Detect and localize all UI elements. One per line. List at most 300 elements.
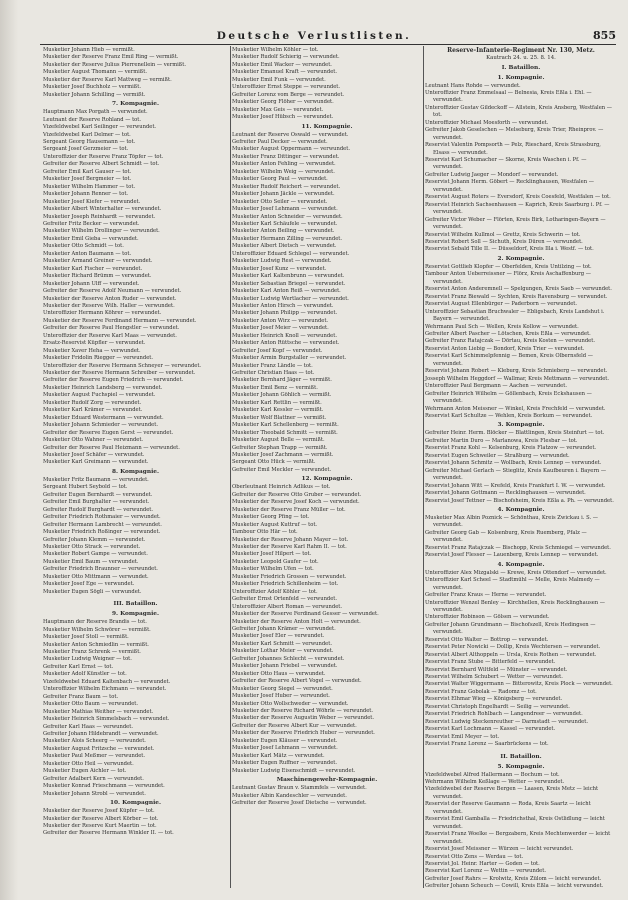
casualty-entry: Vizefeldwebel der Reserve Bergen — Laasen, Kreis Metz — leicht verwundet. bbox=[425, 786, 599, 800]
casualty-entry: Musketier Alois Scheerg — verwundet. bbox=[43, 738, 146, 745]
casualty-entry: Unteroffizier Alex Mizgalski — Krewe, Kreis Ottendorf — verwundet. bbox=[425, 569, 607, 576]
casualty-entry: Musketier Josef Stoll — vermißt. bbox=[43, 634, 129, 641]
page-number: 855 bbox=[593, 29, 616, 42]
casualty-entry: Gefreiter Jakob Geselschen — Melseburg, Kreis Trier, Rheinprov. — verwundet. bbox=[425, 127, 604, 141]
company-heading: 4. Kompagnie. bbox=[497, 561, 545, 568]
casualty-entry: Musketier Otto Wollschweder — verwundet. bbox=[232, 700, 349, 707]
casualty-entry: Unteroffizier Michael Moesforth — verwundet. bbox=[425, 119, 549, 126]
casualty-entry: Gefreiter Fritz Becker — verwundet. bbox=[43, 220, 140, 227]
casualty-entry: Musketier Albert Winterhalter — verwundet. bbox=[43, 206, 162, 213]
casualty-entry: Reservist Elhmar Wieg — Königsberg — verwundet. bbox=[425, 696, 563, 703]
casualty-entry: Musketier der Reserve Josef Küpfer — tot. bbox=[43, 808, 155, 815]
casualty-entry: Musketier Fritz Baumann — verwundet. bbox=[43, 476, 149, 483]
casualty-entry: Musketier Wolf Blattner — vermißt. bbox=[232, 414, 327, 421]
casualty-entry: Reservist Franz Lorenz — Saarbrückens — tot. bbox=[425, 741, 549, 748]
battle-locations: Kautrach 24. u. 25. 8. 14. bbox=[486, 55, 556, 61]
casualty-entry: Reservist Anton Anderemnell — Spelgungen, Kreis Saeb — verwundet. bbox=[425, 286, 612, 293]
casualty-entry: Reservist der Reserve Gaumann — Roda, Kreis Saartz — leicht verwundet. bbox=[425, 801, 591, 815]
casualty-entry: Musketier Armin Burgstaller — verwundet. bbox=[232, 355, 347, 362]
casualty-entry: Reservist Otto Zens — Werdau — tot. bbox=[425, 853, 524, 860]
casualty-entry: Gefreiter Johann Krämer — verwundet. bbox=[232, 625, 336, 632]
casualty-entry: Unteroffizier Karl Scheel — Stadtmühl — Melle, Kreis Malmedy — verwundet. bbox=[425, 577, 600, 591]
casualty-entry: Musketier Anton Fehling — verwundet. bbox=[232, 161, 336, 168]
casualty-entry: Unteroffizier Paul Bergmann — Aachen — verwundet. bbox=[425, 383, 567, 390]
casualty-entry: Musketier Wilhelm Schwörer — vermißt. bbox=[43, 626, 151, 633]
casualty-entry: Musketier Richard Brümm — verwundet. bbox=[43, 273, 152, 280]
casualty-entry: Gefreiter Franz Kraus — Herne — verwundet. bbox=[425, 592, 547, 599]
casualty-entry: Reservist Wilhelm Kullmol — Grettz, Kreis Schwerin — tot. bbox=[425, 231, 581, 238]
casualty-entry: Musketier Bernhard Jäger — vermißt. bbox=[232, 377, 332, 384]
casualty-entry: Musketier Georg Paul — verwundet. bbox=[232, 176, 328, 183]
casualty-entry: Musketier August Oppermann — verwundet. bbox=[232, 146, 350, 153]
casualty-entry: Gefreiter Karl Haas — verwundet. bbox=[43, 723, 133, 730]
casualty-entry: Musketier Leopold Gaufer — tot. bbox=[232, 558, 319, 565]
casualty-entry: Musketier Lothar Meier — verwundet. bbox=[232, 648, 334, 655]
casualty-entry: Hauptmann Max Porgath — verwundet. bbox=[43, 109, 148, 116]
column-divider-1 bbox=[230, 46, 231, 888]
casualty-entry: Reservist Johann Robert — Kleburg, Kreis Schmieberg — verwundet. bbox=[425, 368, 608, 375]
casualty-entry: Reservist Sebald Tille II. — Düsseldorf, Kreis Illa i. Westf. — tot. bbox=[425, 246, 594, 253]
casualty-entry: Musketier Sebastian Briegel — verwundet. bbox=[232, 280, 346, 287]
company-heading: 11. Kompagnie. bbox=[301, 123, 353, 130]
casualty-entry: Gefreiter Christian Haas — tot. bbox=[232, 370, 315, 377]
casualty-entry: Musketier Ludwig Rest — verwundet. bbox=[232, 258, 332, 265]
casualty-entry: Musketier Anton Hirsch — verwundet. bbox=[232, 302, 334, 309]
casualty-entry: Musketier Karl Schmitt — verwundet. bbox=[232, 640, 332, 647]
header-rule bbox=[40, 44, 616, 45]
casualty-entry: Musketier Albert Dietsch — verwundet. bbox=[232, 243, 337, 250]
casualty-entry: Gefreiter Rudolf Burghardt — verwundet. bbox=[43, 506, 154, 513]
casualty-entry: Reservist Emil Gamballa — Friedrichsthal, Kreis Ostlidlung — leicht verwundet. bbox=[425, 816, 605, 830]
casualty-entry: Musketier Johann Friebel — verwundet. bbox=[232, 663, 338, 670]
casualty-entry: Musketier der Reserve Karl Mattweg — vermißt. bbox=[43, 76, 172, 83]
casualty-entry: Unteroffizier Sebastian Bruchwaler — Ebligsbach, Kreis Landshut i. Bayern — verwundet. bbox=[425, 308, 605, 323]
page-title: Deutsche Verlustlisten. bbox=[216, 30, 412, 42]
casualty-entry: Wehrmann Paul Sch — Wellen, Kreis Kollow — verwundet. bbox=[425, 323, 579, 330]
casualty-entry: Musketier Josef Bergmeier — tot. bbox=[43, 176, 132, 183]
casualty-entry: Musketier Ludwig Wertlacher — verwundet. bbox=[232, 295, 349, 302]
casualty-entry: Gefreiter der Reserve Albert Vogel — verwundet. bbox=[232, 678, 362, 685]
casualty-entry: Unteroffizier Robinson — Gölsen — verwundet. bbox=[425, 614, 550, 621]
casualty-entry: Musketier Josef Eler — verwundet. bbox=[232, 633, 325, 640]
casualty-entry: Musketier Josef Kunz — verwundet. bbox=[232, 265, 327, 272]
casualty-entry: Leutnant der Reserve Rohland — tot. bbox=[43, 116, 142, 123]
casualty-entry: Musketier Otto Baum — verwundet. bbox=[43, 701, 139, 708]
casualty-entry: Gefreiter der Reserve Paul Hengstler — verwundet. bbox=[43, 325, 180, 332]
casualty-entry: Gefreiter Ernst Ortenfeld — verwundet. bbox=[232, 596, 338, 603]
casualty-entry: Musketier August Fritzsche — verwundet. bbox=[43, 745, 155, 752]
casualty-entry: Musketier Johann Schilling — vermißt. bbox=[43, 91, 146, 98]
casualty-entry: Musketier Josef Kiefer — verwundet. bbox=[43, 198, 141, 205]
casualty-entry: Musketier Rudolf Schierig — verwundet. bbox=[232, 54, 340, 61]
casualty-entry: Gefreiter der Reserve Hermann Winkler II. — tot. bbox=[43, 830, 174, 837]
casualty-entry: Musketier Eugen Sögli — verwundet. bbox=[43, 588, 142, 595]
column-2 bbox=[232, 47, 422, 886]
casualty-entry: Musketier Mathias Weither — verwundet. bbox=[43, 708, 154, 715]
casualty-entry: Gefreiter Michael Gerlach — Stieglitz, Kreis Kaufbeuren i. Bayern — verwundet. bbox=[425, 467, 607, 482]
casualty-entry: Reservist Jol. Heinr. Harter — Goden — tot. bbox=[425, 861, 540, 867]
casualty-entry: Unteroffizier der Reserve Franz Töpfer — tot. bbox=[43, 153, 164, 160]
casualty-entry: Gefreiter Martin Duro — Marlanowa, Kreis Flesbar — tot. bbox=[425, 437, 578, 444]
casualty-entry: Musketier Wilhelm Drollinger — verwundet. bbox=[43, 228, 160, 235]
casualty-entry: Reservist Wilhelm Schubert — Wetter — verwundet. bbox=[425, 674, 563, 681]
casualty-entry: Musketier Eugen Aichler — tot. bbox=[43, 768, 127, 775]
casualty-entry: Musketier Anton Schneider — verwundet. bbox=[232, 213, 343, 220]
casualty-entry: Musketier Anton Baumann — tot. bbox=[43, 250, 132, 257]
casualty-entry: Reservist Ludwig Steckenreuther — Darmstadt — verwundet. bbox=[425, 718, 588, 725]
casualty-entry: Musketier Friedrich Schillenheim — tot. bbox=[232, 581, 339, 588]
casualty-entry: Sergeant Hubert Seybold — tot. bbox=[43, 484, 128, 491]
company-heading: 2. Kompagnie. bbox=[497, 255, 545, 262]
casualty-entry: Gefreiter Lorenz vom Berge — verwundet. bbox=[232, 91, 345, 98]
casualty-entry: Reservist Josef Flesser — Lauenberg, Kreis Lennep — verwundet. bbox=[425, 552, 599, 559]
company-heading: 10. Kompagnie. bbox=[109, 800, 161, 807]
company-heading: 8. Kompagnie. bbox=[112, 468, 159, 475]
casualty-entry: Musketier Eugen Ruffner — verwundet. bbox=[232, 760, 338, 767]
company-heading: 7. Kompagnie. bbox=[112, 101, 159, 108]
casualty-entry: Musketier Johann Strobl — verwundet. bbox=[43, 790, 146, 797]
casualty-entry: Tambour Anton Ueberreissner — Flörz, Kreis Aschaffenburg — verwundet. bbox=[425, 271, 591, 285]
casualty-entry: Gefreiter Hermann Lambrecht — verwundet. bbox=[43, 521, 162, 528]
casualty-entry: Musketier August Kuttruf — tot. bbox=[232, 521, 318, 528]
casualty-entry: Reservist Peter Nowicki — Dollip, Kreis Wechtersen — verwundet. bbox=[425, 644, 601, 651]
casualty-entry: Musketier Xaver Heha — verwundet. bbox=[43, 347, 141, 354]
casualty-entry: Unteroffizier Ernst Steppe — verwundet. bbox=[232, 84, 341, 91]
casualty-entry: Musketier Eduard Westermann — verwundet. bbox=[43, 414, 164, 421]
casualty-entry: Musketier Josef Lehmann — verwundet. bbox=[232, 206, 338, 213]
casualty-entry: Musketier der Reserve Anton Ruder — verwundet. bbox=[43, 295, 177, 302]
casualty-entry: Musketier Josef Schäfer — verwundet. bbox=[43, 452, 145, 459]
casualty-entry: Reservist Anton Liebig — Bondorf, Kreis Trier — verwundet. bbox=[425, 345, 585, 352]
casualty-entry: Unteroffizier der Reserve Hermann Schneyer — verwundet. bbox=[43, 362, 202, 369]
casualty-entry: Musketier Otto Wahner — verwundet. bbox=[43, 437, 144, 444]
casualty-entry: Musketier der Reserve Ferdinand Gesser — verwundet. bbox=[232, 611, 379, 618]
casualty-entry: Gefreiter Josef Kopf — verwundet. bbox=[232, 347, 323, 354]
casualty-entry: Musketier Karl Anton Reiß — verwundet. bbox=[232, 288, 341, 295]
regiment-title: Reserve-Infanterie-Regiment Nr. 130, Metz. bbox=[447, 47, 595, 54]
company-heading: Maschinengewehr-Kompagnie. bbox=[276, 777, 378, 784]
casualty-entry: Musketier Josef Zachmann — vermißt. bbox=[232, 452, 334, 459]
casualty-entry: Musketier Wilhelm Köhler — tot. bbox=[232, 47, 319, 53]
casualty-entry: Gefreiter Emil Burghalter — verwundet. bbox=[43, 499, 150, 506]
battalion-heading: II. Bataillon. bbox=[500, 753, 542, 760]
casualty-entry: Musketier Johann Göhlich — vermißt. bbox=[232, 392, 332, 399]
casualty-entry: Musketier Paul Meßmer — verwundet. bbox=[43, 753, 145, 760]
company-heading: 1. Kompagnie. bbox=[497, 74, 545, 81]
casualty-entry: Musketier Karl Rettlin — vermißt. bbox=[232, 399, 322, 406]
casualty-entry: Musketier Johann Jäckle — verwundet. bbox=[232, 191, 335, 198]
casualty-entry: Musketier Otto Seiler — verwundet. bbox=[232, 198, 328, 205]
casualty-entry: Vizefeldwebel Alfred Hallermann — Bochum — tot. bbox=[425, 771, 560, 778]
casualty-entry: Reservist Albert Althoppeln — Ursla, Kreis Rothen — verwundet. bbox=[425, 651, 597, 658]
casualty-entry: Gefreiter Emil Meckler — verwundet. bbox=[232, 466, 332, 473]
casualty-entry: Musketier Anton Rüttsche — verwundet. bbox=[232, 340, 340, 347]
casualty-entry: Musketier Emil Funk — verwundet. bbox=[232, 76, 326, 83]
casualty-entry: Musketier der Reserve Friedrich Huber — verwundet. bbox=[232, 730, 375, 737]
casualty-entry: Musketier der Reserve Franz Emil Ring — vermißt. bbox=[43, 54, 179, 61]
casualty-entry: Gefreiter Johann Klemm — verwundet. bbox=[43, 536, 146, 543]
casualty-entry: Unteroffizier Gustav Gildeckoff — Allstein, Kreis Ansberg, Westfalen — tot. bbox=[425, 104, 612, 119]
casualty-entry: Gefreiter Georg Gab — Kolsenburg, Kreis Ruemberg, Pfalz — verwundet. bbox=[425, 529, 587, 544]
casualty-entry: Musketier Karl Greimann — verwundet. bbox=[43, 459, 149, 466]
casualty-entry: Musketier Franz Schrenk — vermißt. bbox=[43, 648, 141, 655]
casualty-entry: Musketier Franz Dittinger — verwundet. bbox=[232, 153, 340, 160]
casualty-entry: Gefreiter Franz Ratajczak — Dörtau, Kreis Kosten — verwundet. bbox=[425, 338, 595, 345]
casualty-entry: Musketier Max Geis — verwundet. bbox=[232, 106, 324, 113]
casualty-entry: Sergeant Otto Hück — vermißt. bbox=[232, 459, 316, 466]
casualty-entry: Gefreiter der Reserve Adolf Neumann — verwundet. bbox=[43, 288, 182, 295]
casualty-entry: Musketier Friedrich Grossen — verwundet. bbox=[232, 573, 347, 580]
casualty-entry: Musketier August Belle — vermißt. bbox=[232, 437, 325, 444]
casualty-entry: Gefreiter der Reserve Eugen Friedrich — verwundet. bbox=[43, 377, 184, 384]
casualty-entry: Musketier Emanuel Kraft — verwundet. bbox=[232, 69, 337, 76]
casualty-entry: Unteroffizier Eduard Schlegel — verwundet. bbox=[232, 250, 350, 257]
casualty-entry: Musketier Otto Strack — verwundet. bbox=[43, 544, 141, 550]
casualty-entry: Reservist Walter Wiggermann — Bitterowitz, Kreis Plock — verwundet. bbox=[425, 681, 613, 688]
casualty-entry: Vizefeldwebel Karl Delmer — tot. bbox=[43, 131, 131, 138]
casualty-entry: Musketier Georg Flöher — verwundet. bbox=[232, 99, 334, 106]
casualty-entry: Gefreiter Adalbert Kern — verwundet. bbox=[43, 775, 144, 782]
casualty-entry: Reservist Karl Lorenz — Wettin — verwundet. bbox=[425, 868, 546, 875]
casualty-entry: Musketier Eugen Kläuser — verwundet. bbox=[232, 737, 338, 744]
casualty-entry: Unteroffizier Hermann Köhrer — verwundet. bbox=[43, 310, 162, 317]
page-binding-shadow bbox=[0, 0, 18, 900]
casualty-entry: Musketier Robert Gampe — verwundet. bbox=[43, 551, 148, 558]
casualty-entry: Unteroffizier der Reserve Karl Maas — verwundet. bbox=[43, 332, 177, 339]
casualty-entry: Musketier Theobald Schmitt — vermißt. bbox=[232, 429, 338, 436]
casualty-entry: Gefreiter Johann Scheuch — Cowill, Kreis Eßla — leicht verwundet. bbox=[425, 883, 604, 890]
casualty-entry: Musketier Rudolf Reichert — verwundet. bbox=[232, 183, 341, 190]
casualty-entry: Hauptmann der Reserve Brandis — tot. bbox=[43, 619, 147, 626]
casualty-entry: Gefreiter Karl Ernst — tot. bbox=[43, 663, 114, 670]
casualty-entry: Reservist Franz Biewald — Sychten, Kreis Ravensburg — verwundet. bbox=[425, 293, 608, 300]
casualty-entry: Reservist August Ellenbürger — Paderborn — verwundet. bbox=[425, 301, 578, 308]
casualty-entry: Musketier der Reserve Julius Pierrenellein — vermißt. bbox=[43, 61, 187, 68]
casualty-entry: Musketier Ludwig Eisenschmidt — verwundet. bbox=[232, 767, 356, 774]
casualty-entry: Musketier der Reserve Josef Koch — verwundet. bbox=[232, 499, 360, 506]
casualty-entry: Musketier der Reserve Kurt Maertin — tot. bbox=[43, 822, 157, 829]
battalion-heading: III. Bataillon. bbox=[113, 601, 158, 608]
casualty-entry: Gefreiter Johann Hildebrandt — verwundet. bbox=[43, 730, 159, 737]
casualty-entry: Musketier der Reserve Franz Müller — tot. bbox=[232, 506, 346, 513]
casualty-entry: Reservist August Roters — Eversdorf, Kreis Coesfeld, Westfalen — tot. bbox=[425, 194, 611, 201]
casualty-entry: Reservist Franz Gobolak — Radomz — tot. bbox=[425, 688, 537, 695]
casualty-entry: Musketier Ludwig Weigner — tot. bbox=[43, 656, 132, 663]
casualty-entry: Musketier Anton Schmiedlin — vermißt. bbox=[43, 641, 149, 648]
casualty-entry: Gefreiter Eugen Bernhardt — verwundet. bbox=[43, 491, 153, 498]
casualty-entry: Musketier der Reserve Ferdinand Hermann — verwundet. bbox=[43, 317, 197, 324]
casualty-entry: Reservist Valentin Pompsorth — Pelz, Rieschard, Kreis Strassburg, Elsass — verwundet. bbox=[425, 142, 601, 156]
casualty-entry: Musketier Georg Siegel — verwundet. bbox=[232, 685, 333, 692]
casualty-entry: Musketier Hermann Zilling — verwundet. bbox=[232, 235, 343, 242]
casualty-entry: Oberleutnant Heinrich Adlikus — tot. bbox=[232, 484, 331, 491]
casualty-entry: Reservist Franz Stube — Bitterfeld — verwundet. bbox=[425, 659, 556, 666]
casualty-entry: Sergeant Josef Gerzmeier — tot. bbox=[43, 146, 129, 153]
casualty-entry: Reservist Josef Tettner — Bischofsheim, Kreis Eßla a. Ph. — verwundet. bbox=[425, 497, 614, 504]
casualty-entry: Gefreiter Friedrich Rothmaier — verwundet. bbox=[43, 514, 161, 521]
casualty-entry: Musketier Anton Wirz — verwundet. bbox=[232, 317, 329, 324]
casualty-entry: Musketier Fridolin Riegger — verwundet. bbox=[43, 355, 153, 362]
casualty-entry: Reservist Karl Schultze — Wehlen, Kreis Borkum — verwundet. bbox=[425, 412, 593, 419]
casualty-entry: Gefreiter Ludwig Jaeger — Mondorf — verwundet. bbox=[425, 171, 559, 178]
casualty-entry: Musketier Rudolf Zorg — verwundet. bbox=[43, 399, 142, 406]
casualty-entry: Musketier Josef Huber — verwundet. bbox=[232, 693, 330, 700]
casualty-entry: Musketier Karl Fischer — verwundet. bbox=[43, 265, 143, 272]
casualty-entry: Unteroffizier Wenzel Benley — Kirchhellen, Kreis Recklinghausen — verwundet. bbox=[425, 599, 605, 613]
casualty-entry: Gefreiter Johann Grundmann — Bischofszell, Kreis Hedingsen — verwundet. bbox=[425, 621, 596, 636]
casualty-entry: Musketier Heinrich Landsberg — verwundet. bbox=[43, 384, 163, 391]
casualty-entry: Gefreiter Paul Decker — verwundet. bbox=[232, 138, 328, 145]
casualty-entry: Gefreiter Emil Karl Gauser — tot. bbox=[43, 168, 132, 175]
casualty-entry: Wehrmann Anton Meissner — Winkel, Kreis Frechfeld — verwundet. bbox=[425, 405, 606, 412]
casualty-entry: Musketier Otto Haus — verwundet. bbox=[232, 670, 326, 677]
casualty-entry: Musketier Wilhelm Weig — verwundet. bbox=[232, 168, 335, 175]
casualty-entry: Reservist Gottlieb Klopfer — Oberfelden, Kreis Untilzing — tot. bbox=[425, 263, 592, 270]
casualty-entry: Unteroffizier Franz Emmelsaal — Belnesia, Kreis Eßla i. Ehl. — verwundet. bbox=[425, 89, 592, 104]
casualty-entry: Reservist Franz Kohl — Kelsenburg, Kreis Flatzow — verwundet. bbox=[425, 445, 597, 452]
casualty-entry: Musketier Johann Renner — tot. bbox=[43, 191, 129, 198]
column-1 bbox=[43, 47, 228, 886]
casualty-entry: Musketier Josef Hilpert — tot. bbox=[232, 551, 312, 558]
casualty-entry: Musketier Georg Pfing — tot. bbox=[232, 514, 310, 521]
casualty-entry: Musketier Otto Heil — verwundet. bbox=[43, 760, 134, 767]
casualty-entry: Gefreiter der Reserve Josef Dietsche — verwundet. bbox=[232, 799, 367, 806]
casualty-entry: Musketier Max Albin Poznick — Schönthau, Kreis Zwickau i. S. — verwundet. bbox=[425, 514, 598, 529]
column-divider-2 bbox=[423, 46, 424, 888]
casualty-entry: Musketier Konrad Frieschmann — verwundet. bbox=[43, 783, 165, 790]
casualty-entry: Musketier Emil Baum — verwundet. bbox=[43, 558, 139, 565]
casualty-entry: Reservist Karl Schimmelpfennig — Bemen, Kreis Olbernsfeld — verwundet. bbox=[425, 353, 593, 367]
casualty-entry: Musketier der Reserve Albert Körber — tot. bbox=[43, 815, 159, 822]
casualty-entry: Reservist Robert Soll — Sichuth, Kreis Düren — verwundet. bbox=[425, 239, 583, 246]
casualty-entry: Musketier der Reserve Anton Holt — verwundet. bbox=[232, 618, 361, 625]
casualty-entry: Reservist Johann Witt — Krefeld, Kreis Frankfurt I. W. — verwundet. bbox=[425, 482, 606, 489]
casualty-entry: Gefreiter Stephan Trapp — vermißt. bbox=[232, 444, 328, 451]
company-heading: 5. Kompagnie. bbox=[497, 763, 545, 770]
casualty-entry: Tambour Otto Här — tot. bbox=[232, 529, 298, 536]
casualty-entry: Unteroffizier Adolf Köhler — tot. bbox=[232, 588, 318, 595]
casualty-entry: Musketier Johann Philipp — verwundet. bbox=[232, 310, 338, 317]
casualty-entry: Musketier Karl Kaltenbrunn — verwundet. bbox=[232, 273, 345, 280]
casualty-entry: Gefreiter Albert Pascher — Lötschen, Kreis Eßla — verwundet. bbox=[425, 331, 591, 337]
casualty-entry: Leutnant Gustav Braun v. Stammfels — verwundet. bbox=[232, 785, 367, 792]
company-heading: 3. Kompagnie. bbox=[497, 422, 545, 429]
casualty-entry: Gefreiter Franz Baum — tot. bbox=[43, 693, 119, 700]
casualty-entry: Musketier Heinrich Knoll — verwundet. bbox=[232, 332, 337, 339]
casualty-entry: Gefreiter Heinr. Herm. Blöcker — Blattlingen, Kreis Steinfurt — tot. bbox=[425, 430, 605, 437]
casualty-entry: Gefreiter Heinrich Wilhelm — Göllenbach, Kreis Eckshausen — verwundet. bbox=[425, 390, 592, 405]
casualty-entry: Reservist Eugen Schweiler — Straßburg — verwundet. bbox=[425, 452, 570, 459]
casualty-entry: Josseph Wilhelm Heggdorf — Wallmar, Kreis Mettmann — verwundet. bbox=[425, 375, 610, 382]
casualty-entry: Musketier Karl Krämer — verwundet. bbox=[43, 407, 143, 414]
casualty-entry: Musketier Friedrich Roßinger — verwundet. bbox=[43, 529, 161, 536]
casualty-entry: Reservist Friedrich Rohlbach — Langendreer — verwundet. bbox=[425, 711, 583, 718]
casualty-entry: Gefreiter Johannes Schlecht — verwundet. bbox=[232, 655, 345, 662]
company-heading: 12. Kompagnie. bbox=[301, 476, 353, 483]
casualty-entry: Musketier Emil Benz — vermißt. bbox=[232, 384, 318, 391]
battalion-heading: I. Bataillon. bbox=[501, 64, 541, 71]
casualty-entry: Reservist Johann Herm. Göbert — Recklinghausen, Westfalen — verwundet. bbox=[425, 179, 594, 193]
casualty-entry: Musketier Josef Hübsch — verwundet. bbox=[232, 114, 334, 121]
casualty-entry: Musketier August Fuchspiel — verwundet. bbox=[43, 392, 156, 399]
casualty-entry: Musketier der Reserve Richard Wöhrle — verwundet. bbox=[232, 707, 374, 714]
casualty-entry: Gefreiter Friedrich Braunner — verwundet. bbox=[43, 566, 158, 573]
company-heading: 4. Kompagnie. bbox=[497, 506, 545, 513]
casualty-entry: Musketier Albin Kandeschler — verwundet. bbox=[232, 792, 347, 799]
casualty-entry: Reservist Christoph Engelhardt — Seilig — verwundet. bbox=[425, 703, 570, 710]
casualty-entry: Musketier der Reserve Karl Rahm II. — tot. bbox=[232, 544, 347, 550]
casualty-entry: Musketier Josef Meier — verwundet. bbox=[232, 325, 329, 332]
casualty-entry: Musketier Joseph Reinhardt — verwundet. bbox=[43, 213, 156, 220]
casualty-entry: Musketier Anton Beiling — verwundet. bbox=[232, 228, 335, 235]
casualty-entry: Musketier Josef Buchholz — vermißt. bbox=[43, 84, 141, 91]
casualty-entry: Musketier Josef Lehmann — verwundet. bbox=[232, 745, 338, 752]
casualty-entry: Reservist Franz Ratajczak — Bischopp, Kreis Schmiegel — verwundet. bbox=[425, 544, 611, 551]
casualty-entry: Musketier der Reserve Augustin Weber — verwundet. bbox=[232, 715, 375, 722]
casualty-entry: Reservist Franz Woelke — Bergzabern, Kreis Mechtenwerder — leicht verwundet. bbox=[425, 831, 611, 845]
casualty-entry: Gefreiter der Reserve Eugen Gerst — verwundet. bbox=[43, 429, 174, 436]
casualty-entry: Leutnant der Reserve Oswald — verwundet. bbox=[232, 131, 349, 138]
casualty-entry: Reservist Emil Meyer — tot. bbox=[425, 733, 500, 740]
casualty-entry: Musketier Emil Gieba — verwundet. bbox=[43, 235, 139, 242]
casualty-entry: Musketier Franz Ländle — tot. bbox=[232, 362, 313, 369]
casualty-entry: Musketier Karl Mätz — verwundet. bbox=[232, 752, 325, 759]
casualty-entry: Reservist Otto Walter — Bottrop — verwundet. bbox=[425, 636, 549, 643]
casualty-entry: Reservist Karl Schumacher — Skorne, Kreis Waschen i. Pf. — verwundet. bbox=[425, 157, 587, 171]
casualty-entry: Musketier Wilhelm Hammer — tot. bbox=[43, 183, 136, 190]
casualty-entry: Musketier Karl Schäufele — verwundet. bbox=[232, 220, 338, 227]
casualty-entry: Musketier Wilhelm Ufen — tot. bbox=[232, 566, 314, 573]
company-heading: 9. Kompagnie. bbox=[112, 611, 159, 618]
casualty-entry: Reservist Johann Schmitz — Wollbach, Kreis Lennep — verwundet. bbox=[425, 460, 602, 467]
casualty-entry: Musketier August Thomann — vermißt. bbox=[43, 69, 147, 76]
casualty-entry: Musketier Josef Ege — verwundet. bbox=[43, 581, 135, 588]
casualty-entry: Musketier Otto Mittmann — verwundet. bbox=[43, 573, 149, 580]
casualty-entry: Musketier Adolf Künstler — tot. bbox=[43, 671, 127, 678]
casualty-entry: Vizefeldwebel Karl Seilinger — verwundet. bbox=[43, 124, 157, 131]
casualty-entry: Wehrmann Wilhelm Keßlage — Wetter — verwundet. bbox=[425, 779, 565, 786]
casualty-entry: Musketier Emil Wacker — verwundet. bbox=[232, 61, 332, 68]
casualty-entry: Musketier Otto Schmidt — tot. bbox=[43, 243, 124, 250]
casualty-entry: Gefreiter der Reserve Albert Schmidt — tot. bbox=[43, 161, 160, 168]
casualty-entry: Gefreiter der Reserve Otto Gruber — verwundet. bbox=[232, 491, 362, 498]
casualty-entry: Musketier Johann Hieb — vermißt. bbox=[43, 47, 135, 53]
casualty-entry: Ersatz-Reservist Küpfler — verwundet. bbox=[43, 340, 146, 347]
casualty-entry: Unteroffizier Wilhelm Eichmann — verwundet. bbox=[43, 686, 167, 693]
casualty-entry: Reservist Bernhard Wiltfeld — Münster — verwundet. bbox=[425, 666, 568, 673]
casualty-entry: Musketier Karl Schellenberg — vermißt. bbox=[232, 422, 339, 429]
casualty-entry: Musketier Armand Greiner — verwundet. bbox=[43, 258, 153, 265]
casualty-entry: Reservist Johann Gottmann — Recklinghausen — verwundet. bbox=[425, 490, 586, 497]
column-3 bbox=[425, 47, 617, 890]
casualty-entry: Musketier der Reserve Hermann Schreiber — verwundet. bbox=[43, 370, 196, 377]
casualty-entry: Sergeant Georg Hausemann — tot. bbox=[43, 138, 136, 145]
casualty-entry: Musketier Karl Kessler — vermißt. bbox=[232, 407, 324, 414]
casualty-entry: Reservist Karl Lochmann — Kassel — verwundet. bbox=[425, 726, 556, 733]
casualty-entry: Reservist Josef Meissner — Würzen — leicht verwundet. bbox=[425, 846, 574, 853]
casualty-entry: Unteroffizier Albert Roman — verwundet. bbox=[232, 603, 343, 610]
casualty-entry: Musketier der Reserve Wilh. Haller — verwundet. bbox=[43, 302, 175, 309]
casualty-entry: Gefreiter Victor Weber — Flörten, Kreis Birk, Lotharingen-Bayern — verwundet. bbox=[425, 216, 606, 231]
casualty-entry: Leutnant Hans Rohde — verwundet. bbox=[425, 82, 521, 89]
casualty-entry: Reservist Heinrich Sachsenhausen — Kaprich, Kreis Saarburg i. Pf. — verwundet. bbox=[425, 201, 610, 216]
casualty-entry: Musketier Heinrich Simmelsbach — verwundet. bbox=[43, 716, 170, 723]
casualty-entry: Gefreiter Josef Rahrs — Krolwitz, Kreis Zülom — leicht verwundet. bbox=[425, 875, 602, 882]
casualty-entry: Gefreiter der Reserve Paul Heizmann — verwundet. bbox=[43, 444, 180, 451]
casualty-entry: Musketier Johann Schmieder — verwundet. bbox=[43, 422, 158, 429]
casualty-entry: Musketier der Reserve Johann Mayer — tot. bbox=[232, 536, 349, 543]
casualty-entry: Musketier Johann Ulff — verwundet. bbox=[43, 280, 140, 287]
